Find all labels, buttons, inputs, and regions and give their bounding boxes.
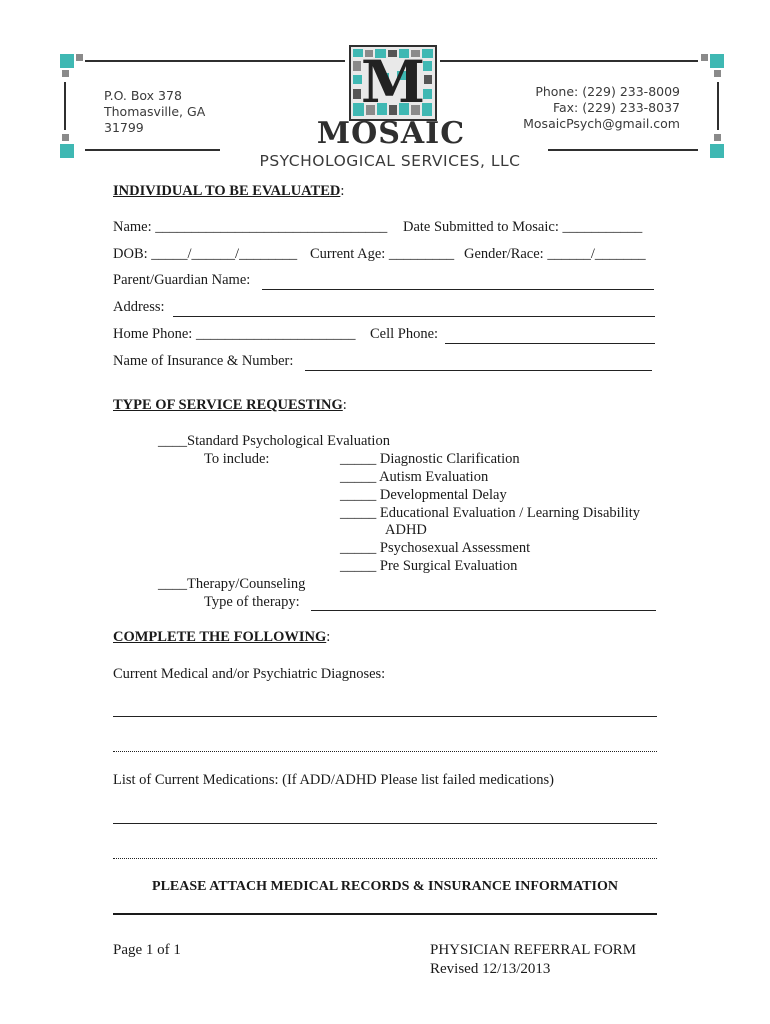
revision-date: Revised 12/13/2013 bbox=[430, 961, 551, 977]
phone-line: Phone: (229) 233-8009 bbox=[535, 84, 680, 99]
divider-bottom-right bbox=[548, 149, 698, 151]
logo-letter: M bbox=[360, 48, 426, 116]
diagnoses-input-line-2[interactable] bbox=[113, 751, 657, 752]
divider-top-right bbox=[440, 60, 698, 62]
standard-evaluation-option[interactable]: ____Standard Psychological Evaluation bbox=[158, 433, 390, 449]
option-autism-evaluation[interactable]: _____ Autism Evaluation bbox=[340, 469, 489, 485]
option-adhd: ADHD bbox=[385, 522, 427, 538]
fax-line: Fax: (229) 233-8037 bbox=[552, 100, 680, 115]
home-phone-field[interactable]: Home Phone: ______________________ bbox=[113, 326, 356, 342]
heading-colon: : bbox=[340, 183, 345, 199]
parent-guardian-input[interactable] bbox=[262, 289, 654, 290]
medications-input-line-1[interactable] bbox=[113, 823, 657, 824]
address-line-3: 31799 bbox=[104, 120, 144, 135]
contact-block bbox=[523, 84, 680, 132]
page-number: Page 1 of 1 bbox=[113, 942, 181, 958]
attach-records-note: PLEASE ATTACH MEDICAL RECORDS & INSURANCE INFORMATION bbox=[152, 879, 618, 894]
footer-rule bbox=[113, 913, 657, 915]
insurance-label: Name of Insurance & Number: bbox=[113, 353, 294, 369]
ornament-bottom-left-small bbox=[62, 134, 69, 141]
ornament-top-right-small bbox=[701, 54, 708, 61]
gender-race-field[interactable]: Gender/Race: ______/_______ bbox=[464, 246, 646, 262]
dob-field[interactable]: DOB: _____/______/________ bbox=[113, 246, 298, 262]
diagnoses-input-line-1[interactable] bbox=[113, 716, 657, 717]
address-line-2: Thomasville, GA bbox=[104, 104, 206, 119]
option-diagnostic-clarification[interactable]: _____ Diagnostic Clarification bbox=[340, 451, 520, 467]
medications-input-line-2[interactable] bbox=[113, 858, 657, 859]
current-age-field[interactable]: Current Age: _________ bbox=[310, 246, 455, 262]
address-input[interactable] bbox=[173, 316, 655, 317]
form-name: PHYSICIAN REFERRAL FORM bbox=[430, 942, 637, 958]
ornament-bottom-right-small bbox=[714, 134, 721, 141]
divider-top-left bbox=[85, 60, 345, 62]
ornament-top-left-small-2 bbox=[62, 70, 69, 77]
date-submitted-field[interactable]: Date Submitted to Mosaic: ___________ bbox=[403, 219, 643, 235]
cell-phone-input[interactable] bbox=[445, 343, 655, 344]
address-block bbox=[104, 88, 205, 136]
logo-name: MOSAIC bbox=[316, 116, 466, 151]
ornament-top-right-small-2 bbox=[714, 70, 721, 77]
ornament-top-right bbox=[710, 54, 724, 68]
section-heading-service bbox=[113, 397, 347, 414]
insurance-input[interactable] bbox=[305, 370, 652, 371]
ornament-top-left bbox=[60, 54, 74, 68]
diagnoses-label: Current Medical and/or Psychiatric Diagnoses: bbox=[113, 666, 386, 682]
address-line-1: P.O. Box 378 bbox=[104, 88, 182, 103]
parent-guardian-label: Parent/Guardian Name: bbox=[113, 272, 251, 288]
address-label: Address: bbox=[113, 299, 165, 315]
logo-tagline: PSYCHOLOGICAL SERVICES, LLC bbox=[259, 152, 521, 170]
option-educational-evaluation[interactable]: _____ Educational Evaluation / Learning Disability bbox=[340, 505, 640, 521]
option-developmental-delay[interactable]: _____ Developmental Delay bbox=[340, 487, 507, 503]
cell-phone-label: Cell Phone: bbox=[370, 326, 439, 342]
option-psychosexual-assessment[interactable]: _____ Psychosexual Assessment bbox=[340, 540, 531, 556]
name-field[interactable]: Name: ________________________________ bbox=[113, 219, 388, 235]
ornament-top-left-small bbox=[76, 54, 83, 61]
divider-right-vertical bbox=[717, 82, 719, 130]
section-heading-individual bbox=[113, 183, 344, 200]
option-pre-surgical-evaluation[interactable]: _____ Pre Surgical Evaluation bbox=[340, 558, 518, 574]
email-line: MosaicPsych@gmail.com bbox=[523, 116, 680, 131]
section-heading-complete bbox=[113, 629, 330, 646]
heading-text: INDIVIDUAL TO BE EVALUATED bbox=[113, 183, 341, 199]
divider-bottom-left bbox=[85, 149, 220, 151]
ornament-bottom-left bbox=[60, 144, 74, 158]
medications-label: List of Current Medications: (If ADD/ADHD Please list failed medications) bbox=[113, 772, 554, 788]
therapy-type-label: Type of therapy: bbox=[204, 594, 300, 610]
therapy-counseling-option[interactable]: ____Therapy/Counseling bbox=[158, 576, 306, 592]
divider-left-vertical bbox=[64, 82, 66, 130]
mosaic-logo bbox=[349, 45, 437, 121]
heading-text: TYPE OF SERVICE REQUESTING bbox=[113, 397, 343, 413]
to-include-label: To include: bbox=[204, 451, 270, 467]
heading-colon: : bbox=[342, 397, 347, 413]
heading-colon: : bbox=[326, 629, 331, 645]
heading-text: COMPLETE THE FOLLOWING bbox=[113, 629, 327, 645]
therapy-type-input[interactable] bbox=[311, 610, 656, 611]
ornament-bottom-right bbox=[710, 144, 724, 158]
